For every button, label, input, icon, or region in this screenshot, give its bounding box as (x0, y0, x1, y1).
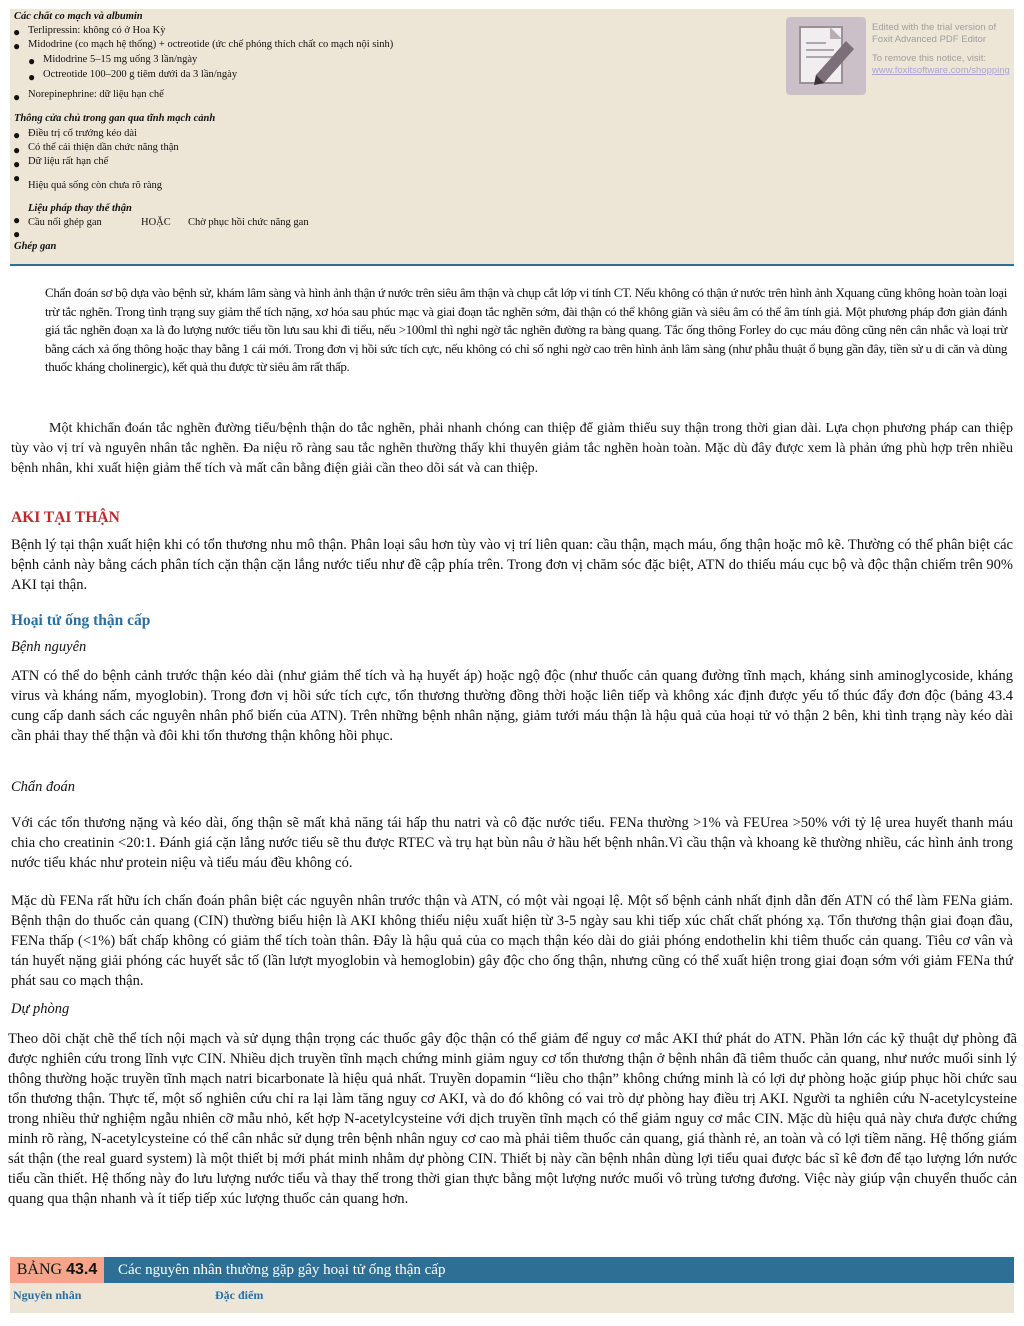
table-tag-number: 43.4 (66, 1261, 98, 1278)
box-subitem-octreotide: Octreotide 100–200 g tiêm dưới da 3 lần/ngày (43, 69, 238, 80)
summary-box (10, 9, 1014, 266)
box-item-or: HOẶC (141, 217, 171, 228)
table-header-bar (10, 1257, 1014, 1283)
subheading-prevention: Dự phòng (11, 1001, 70, 1017)
foxit-trial-notice (872, 22, 1022, 77)
paragraph-etiology: ATN có thể do bệnh cảnh trước thận kéo dài (như giảm thể tích và hạ huyết áp) hoặc ngộ độc (như thuốc cản quang đường tĩnh mạch, kháng sinh aminoglycoside, kháng virus và kháng nấm, myoglobin). Trong đơn vị hồi sức tích cực, tổn thương thường đồng thời hoặc liên tiếp và không xác định được yếu tố thúc đẩy đơn độc (bảng 43.4 cung cấp danh sách các nguyên nhân phổ biến của ATN). Trên những bệnh nhân nặng, giảm tưới máu thận là hậu quả của hoại tử vỏ thận 2 bên, khi tình trạng này kéo dài cần phải thay thế thận và đôi khi tổn thương thận không hồi phục. (11, 668, 1013, 744)
box-item-terlipressin: Terlipressin: không có ở Hoa Kỳ (28, 25, 166, 36)
box-item-renal-improve: Có thể cải thiện dần chức năng thận (28, 142, 179, 153)
paragraph-intrinsic-aki: Bệnh lý tại thận xuất hiện khi có tổn thương nhu mô thận. Phân loại sâu hơn tùy vào vị trí liên quan: cầu thận, mạch máu, ống thận hoặc mô kẽ. Thường có thể phân biệt các bệnh cảnh này bằng cách phân tích cặn thận cặn lắng nước tiểu như đề cập phía trên. Trong đơn vị chăm sóc đặc biệt, ATN do thiếu máu cục bộ và độc thận chiếm trên 90% AKI tại thận. (11, 537, 1013, 593)
paragraph-diagnosis-atn: Với các tổn thương nặng và kéo dài, ống thận sẽ mất khả năng tái hấp thu natri và cô đặc nước tiểu. FENa thường >1% và FEUrea >50% với tỷ lệ urea huyết thanh máu chia cho creatinin <20:1. Đánh giá cặn lắng nước tiểu sẽ thu được RTEC và trụ hạt bùn nâu ở hầu hết bệnh nhân.Vì cầu thận và khoang kẽ thường nhiều, các hình ảnh trong nước tiểu khác như protein niệu và tiểu máu đều không có. (11, 815, 1013, 871)
paragraph-diagnosis-obstruction: Chẩn đoán sơ bộ dựa vào bệnh sử, khám lâm sàng và hình ảnh thận ứ nước trên siêu âm thận và chụp cắt lớp vi tính CT. Nếu không có thận ứ nước trên hình ảnh Xquang cũng không hoàn toàn loại trừ tắc nghẽn. Trong tình trạng suy giảm thể tích nặng, xơ hóa sau phúc mạc và giai đoạn tắc nghẽn sớm, đài thận có thể không giãn và siêu âm có thể âm tính giả. Một phương pháp đơn giản đánh giá tắc nghẽn đoạn xa là đo lượng nước tiểu tồn lưu sau khi đi tiểu, nếu >100ml thì nghi ngờ tắc nghẽn đường ra bàng quang. Tắc ống thông Forley do cục máu đông cũng nên cân nhắc và loại trừ bằng cách xả ống thông hoặc thay bằng 1 cái mới. Trong đơn vị hồi sức tích cực, nếu không có chỉ số nghi ngờ cao trên hình ảnh lâm sàng (như phẫu thuật ổ bụng gần đây, tiền sử u di căn và dùng thuốc kháng cholinergic), kết quả thu được từ siêu âm rất thấp. (45, 285, 1007, 375)
subsection-heading-atn: Hoại tử ống thận cấp (11, 612, 151, 629)
bullet-icon: ● (13, 90, 21, 104)
notice-line-3: To remove this notice, visit: (872, 53, 987, 64)
box-item-survival: Hiệu quả sống còn chưa rõ ràng (28, 180, 162, 191)
foxit-logo-icon (786, 17, 866, 95)
box-item-midodrine-octreotide: Midodrine (co mạch hệ thống) + octreotide (ức chế phóng thích chất co mạch nội sinh) (28, 39, 394, 50)
bullet-icon: ● (28, 70, 36, 84)
box-item-ascites: Điều trị cổ trướng kéo dài (28, 128, 137, 139)
notice-line-1: Edited with the trial version of (872, 22, 997, 33)
paragraph-fena: Mặc dù FENa rất hữu ích chẩn đoán phân biệt các nguyên nhân trước thận và ATN, có một vài ngoại lệ. Một số bệnh cảnh nhất định dẫn đến ATN có thể làm FENa giảm. Bệnh thận do thuốc cản quang (CIN) thường biểu hiện là AKI không thiểu niệu xuất hiện từ 3-5 ngày sau khi tiếp xúc chất chất phóng xạ. Tổn thương thận giai đoạn đầu, FENa thấp (<1%) bất chấp không có giảm thể tích toàn thân. Đây là hậu quả của co mạch thận kéo dài do giải phóng endothelin khi tiêm thuốc cản quang. Tiêu cơ vân và tán huyết nặng giải phóng các huyết sắc tố (lần lượt myoglobin và hemoglobin) gây độc cho ống thận, nhưng cũng có thể xuất hiện trong giai đoạn sớm với giảm FENa thứ phát sau co mạch thận. (11, 893, 1013, 989)
subheading-diagnosis: Chẩn đoán (11, 779, 76, 795)
box-item-limited-data: Dữ liệu rất hạn chế (28, 156, 109, 167)
box-item-await-recovery: Chờ phục hồi chức năng gan (188, 217, 309, 228)
column-header-features: Đặc điểm (215, 1288, 264, 1302)
box-heading-tips: Thông cửa chủ trong gan qua tĩnh mạch cảnh (14, 113, 216, 124)
bullet-icon: ● (13, 143, 21, 157)
foxit-shopping-link[interactable]: www.foxitsoftware.com/shopping (872, 65, 1010, 76)
bullet-icon: ● (13, 213, 21, 227)
table-column-header-row (10, 1283, 1014, 1313)
bullet-icon: ● (13, 227, 21, 241)
paragraph-treatment: Một khichẩn đoán tắc nghẽn đường tiểu/bệnh thận do tắc nghẽn, phải nhanh chóng can thiệp để giảm thiểu suy thận trong thời gian dài. Lựa chọn phương pháp can thiệp tùy vào vị trí và nguyên nhân tắc nghẽn. Đa niệu rõ ràng sau tắc nghẽn thường thấy khi thuyên giảm tắc nghẽn hoàn toàn. Mặc dù đây được xem là phản ứng phù hợp trên nhiều bệnh nhân, khi xuất hiện giảm thể tích và mất cân bằng điện giải cần theo dõi sát và can thiệp. (11, 421, 1013, 476)
box-subitem-midodrine: Midodrine 5–15 mg uống 3 lần/ngày (43, 54, 198, 65)
notice-line-2: Foxit Advanced PDF Editor (872, 34, 987, 45)
subheading-etiology: Bệnh nguyên (11, 639, 87, 655)
box-heading-rrt: Liệu pháp thay thế thận (28, 203, 132, 214)
bullet-icon: ● (13, 157, 21, 171)
box-heading-vasoconstrictors: Các chất co mạch và albumin (14, 11, 143, 22)
bullet-icon: ● (28, 54, 36, 68)
section-heading-intrinsic-aki: AKI TẠI THẬN (11, 509, 120, 526)
box-item-bridge: Cầu nối ghép gan (28, 217, 102, 228)
bullet-icon: ● (13, 39, 21, 53)
table-title: Các nguyên nhân thường gặp gây hoại tử ống thận cấp (118, 1262, 446, 1278)
box-item-norepinephrine: Norepinephrine: dữ liệu hạn chế (28, 89, 164, 100)
table-tag-word: BẢNG (16, 1261, 63, 1278)
bullet-icon: ● (13, 25, 21, 39)
paragraph-prevention: Theo dõi chặt chẽ thể tích nội mạch và sử dụng thận trọng các thuốc gây độc thận có thể giảm để nguy cơ mắc AKI thứ phát do ATN. Phần lớn các kỹ thuật dự phòng đã được nghiên cứu trong lĩnh vực CIN. Nhiều dịch truyền tĩnh mạch chứng minh giảm nguy cơ tổn thương thận ở bệnh nhân đã tiêm thuốc cản quang, như nước muối sinh lý thông thường hoặc truyền tĩnh mạch natri bicarbonate là hiệu quả nhất. Truyền dopamin “liều cho thận” không chứng minh là có lợi dự phòng hoặc giúp phục hồi chức sau tổn thương thận. Thực tế, một số nghiên cứu chỉ ra lại làm tăng nguy cơ AKI, và do đó không có vai trò dự phòng hay điều trị AKI. Người ta nghiên cứu N-acetylcysteine trong nhiều thử nghiệm ngẫu nhiên cỡ mẫu nhỏ, kết hợp N-acetylcysteine với dịch truyền tĩnh mạch có thể giảm nguy cơ mắc CIN. Mặc dù hiệu quả này chưa được chứng minh rõ ràng, N-acetylcysteine có thể cân nhắc sử dụng trên bệnh nhân nguy cơ cao mà phải tiêm thuốc cản quang, giá thành rẻ, an toàn và có lợi tiềm năng. Hệ thống giám sát thận (the real guard system) là một thiết bị mới phát minh nhằm dự phòng CIN. Thiết bị này cần bệnh nhân dùng lợi tiểu quai được bác sĩ kê đơn để tạo lượng lớn nước tiểu cần thiết. Hệ thống này đo lưu lượng nước tiểu và thay thế trong thời gian thực bằng một lượng nước muối vô trùng tương đương. Việc này giúp vận chuyển thuốc cản quang qua thận nhanh và ít tiếp tiếp xúc lượng thuốc cản quang hơn. (8, 1031, 1017, 1207)
bullet-icon: ● (13, 171, 21, 185)
bullet-icon: ● (13, 128, 21, 142)
box-heading-transplant: Ghép gan (14, 241, 57, 252)
column-header-cause: Nguyên nhân (13, 1288, 82, 1302)
table-number-tag (10, 1257, 104, 1283)
